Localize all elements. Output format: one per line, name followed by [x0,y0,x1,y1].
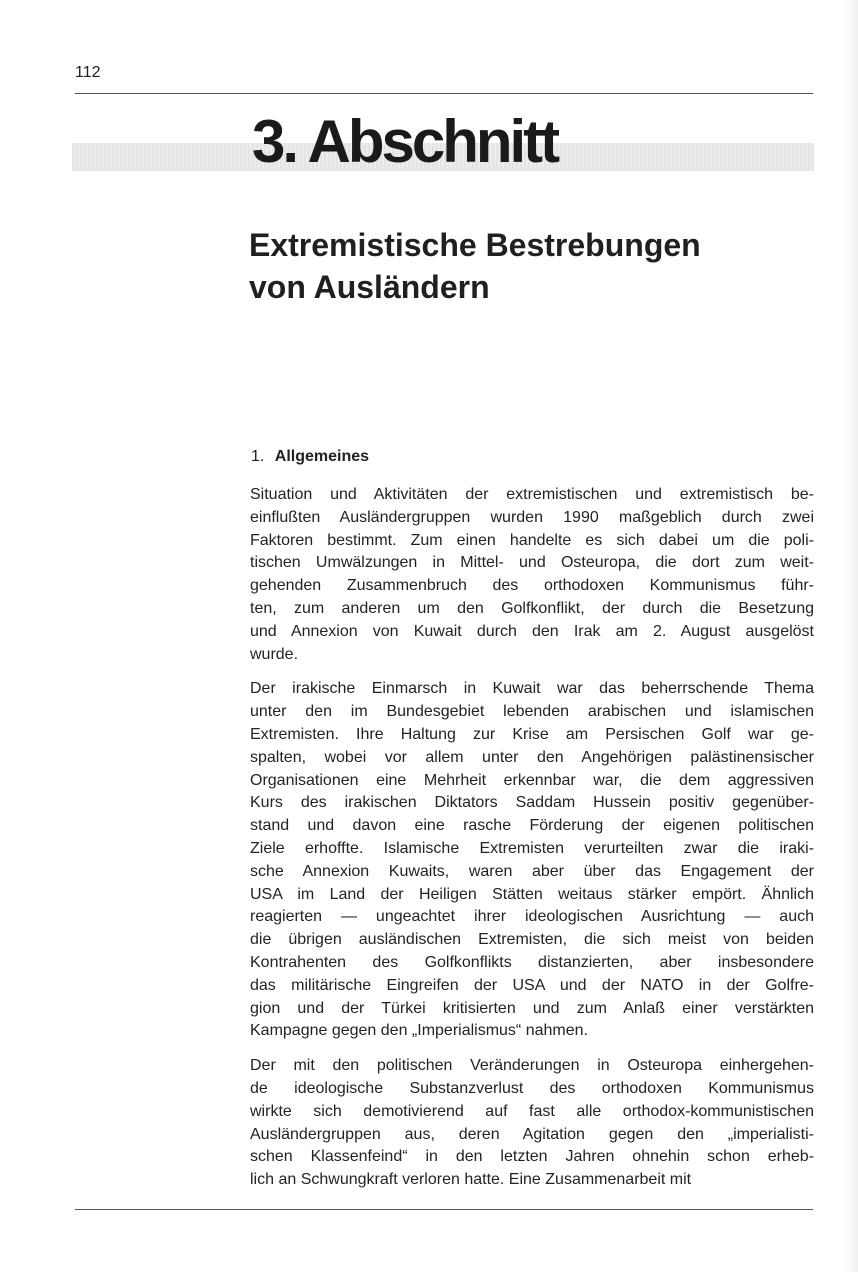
paragraph [250,1055,814,1192]
paragraph-line: stand und davon eine rasche Förderung der eigenen politischen [250,817,814,835]
paragraph-line: Der irakische Einmarsch in Kuwait war das beherrschende Thema [250,680,814,698]
paragraph-line: ten, zum anderen um den Golfkonflikt, der durch die Besetzung [250,599,814,617]
paragraph-line: gion und der Türkei kritisierten und zum Anlaß einer verstärkten [250,999,814,1017]
paragraph-line: spalten, wobei vor allem unter den Angehörigen palästinensischer [250,748,814,766]
subheading [251,448,369,466]
section-title-line-1: Extremistische Bestrebungen [249,227,701,263]
bottom-rule [75,1209,813,1210]
paragraph-line: USA im Land der Heiligen Stätten weitaus stärker empört. Ähnlich [250,885,814,903]
body-text [250,484,814,1204]
section-title-line-2: von Ausländern [249,269,490,305]
subheading-number: 1. [251,448,265,465]
paragraph-line: Situation und Aktivitäten der extremistischen und extremistisch be- [250,486,814,503]
paragraph-line: wurde. [250,645,299,663]
paragraph-line: Kurs des irakischen Diktators Saddam Hussein positiv gegenüber- [250,794,814,812]
paragraph-line: Extremisten. Ihre Haltung zur Krise am Persischen Golf war ge- [250,725,814,743]
page-edge-shadow [844,0,858,1272]
paragraph-line: Organisationen eine Mehrheit erkennbar war, die dem aggressiven [250,771,814,789]
paragraph [250,678,814,1043]
paragraph-line: reagierten — ungeachtet ihrer ideologischen Ausrichtung — auch [250,908,814,926]
paragraph-line: Kampagne gegen den „Imperialismus“ nahmen. [250,1022,588,1040]
paragraph-line: gehenden Zusammenbruch des orthodoxen Kommunismus führ- [250,577,814,595]
paragraph-line: einflußten Ausländergruppen wurden 1990 maßgeblich durch zwei [250,508,814,526]
top-rule [75,93,813,94]
subheading-label: Allgemeines [274,448,370,465]
paragraph-line: Faktoren bestimmt. Zum einen handelte es sich dabei um die poli- [250,531,814,549]
paragraph-line: und Annexion von Kuwait durch den Irak am 2. August ausgelöst [250,622,814,640]
paragraph-line: Ziele erhoffte. Islamische Extremisten verurteilten zwar die iraki- [250,839,814,857]
paragraph-line: de ideologische Substanzverlust des orthodoxen Kommunismus [250,1079,814,1097]
paragraph-line: die übrigen ausländischen Extremisten, die sich meist von beiden [250,931,814,949]
paragraph-line: Kontrahenten des Golfkonflikts distanzierten, aber insbesondere [250,953,814,971]
chapter-heading: 3. Abschnitt [252,108,558,175]
paragraph [250,484,814,666]
paragraph-line: unter den im Bundesgebiet lebenden arabischen und islamischen [250,703,814,721]
section-title [249,224,809,308]
paragraph-line: lich an Schwungkraft verloren hatte. Eine Zusammenarbeit mit [250,1171,692,1189]
paragraph-line: das militärische Eingreifen der USA und der NATO in der Golfre- [250,976,814,994]
paragraph-line: wirkte sich demotivierend auf fast alle orthodox-kommunistischen [250,1102,814,1120]
paragraph-line: sche Annexion Kuwaits, waren aber über das Engagement der [250,862,814,880]
paragraph-line: Der mit den politischen Veränderungen in Osteuropa einhergehen- [250,1057,814,1075]
paragraph-line: tischen Umwälzungen in Mittel- und Osteuropa, die dort zum weit- [250,554,814,572]
page-number: 112 [75,64,101,81]
paragraph-line: Ausländergruppen aus, deren Agitation gegen den „imperialisti- [250,1125,814,1143]
paragraph-line: schen Klassenfeind“ in den letzten Jahren ohnehin schon erheb- [250,1148,814,1166]
